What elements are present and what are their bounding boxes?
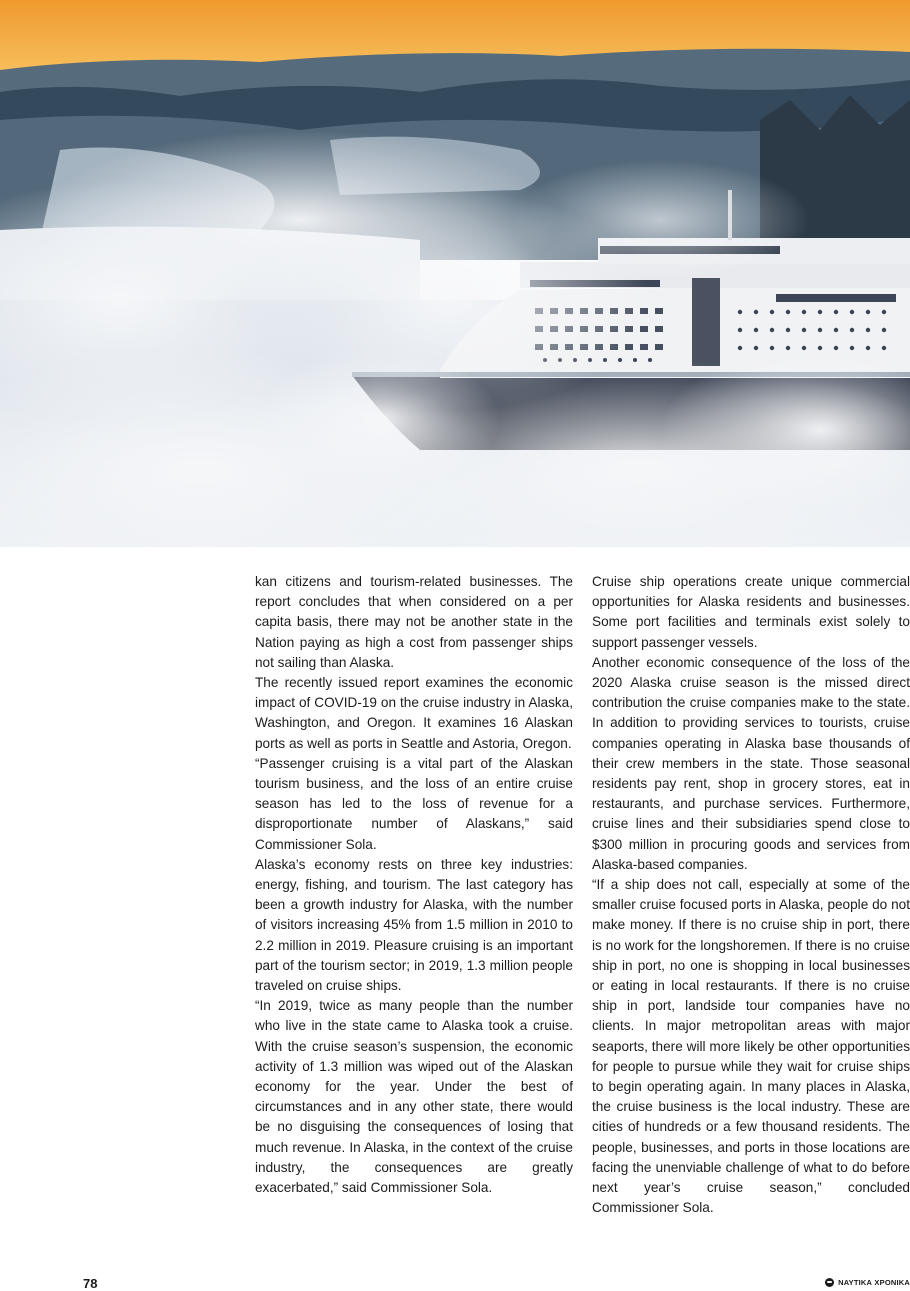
publication-name: ΝΑΥΤΙΚΑ ΧΡΟΝΙΚΑ — [838, 1278, 910, 1287]
page-number: 78 — [83, 1276, 98, 1291]
article-paragraph: Alaska’s economy rests on three key industries: energy, fishing, and tourism. The last category has been a growth industry for Alaska, with the number of visitors increasing 45% from 1.5 million in 2010 to 2.2 million in 2019. Pleasure cruising is an important part of the tourism sector; in 2019, 1.3 million people traveled on cruise ships. — [255, 856, 573, 994]
article-paragraph: “In 2019, twice as many people than the number who live in the state came to Alaska took a cruise. With the cruise season’s suspension, the economic activity of 1.3 million was wiped out of the Alaskan economy for the year. Under the best of circumstances and in any other state, there would be no disguising the consequences of losing that much revenue. In Alaska, in the context of the cruise industry, the consequences are greatly exacerbated,” said Commissioner Sola. — [255, 998, 573, 1196]
article-paragraph: kan citizens and tourism-related businesses. The report concludes that when considered on a per capita basis, there may not be another state in the Nation paying as high a cost from passenger ships not sailing than Alaska. — [255, 574, 573, 670]
article-paragraph: The recently issued report examines the economic impact of COVID-19 on the cruise industry in Alaska, Washington, and Oregon. It examines 16 Alaskan ports as well as ports in Seattle and Astoria, Oregon. — [255, 675, 573, 751]
article-paragraph: Cruise ship operations create unique commercial opportunities for Alaska residents and businesses. Some port facilities and terminals exist solely to support passenger vessels. — [592, 574, 910, 650]
article-column-left — [255, 572, 573, 1198]
ship-logo-icon — [825, 1278, 834, 1287]
hero-photo-cruise-ship-in-arctic-fog — [0, 0, 910, 547]
publication-brand — [825, 1278, 910, 1287]
article-paragraph: “If a ship does not call, especially at some of the smaller cruise focused ports in Alaska, people do not make money. If there is no cruise ship in port, there is no work for the longshoremen. If there is no cruise ship in port, no one is shopping in local businesses or eating in local restaurants. If there is no cruise ship in port, landside tour companies have no clients. In major metropolitan areas with major seaports, there will more likely be other opportunities for people to pursue while they wait for cruise ships to begin operating again. In many places in Alaska, the cruise business is the local industry. These are cities of hundreds or a few thousand residents. The people, businesses, and ports in those locations are facing the unenviable challenge of what to do before next year’s cruise season,” concluded Commissioner Sola. — [592, 877, 910, 1216]
article-column-right — [592, 572, 910, 1219]
article-paragraph: Another economic consequence of the loss of the 2020 Alaska cruise season is the missed direct contribution the cruise companies make to the state. In addition to providing services to tourists, cruise companies operating in Alaska base thousands of their crew members in the state. Those seasonal residents pay rent, shop in grocery stores, eat in restaurants, and purchase services. Furthermore, cruise lines and their subsidiaries spend close to $300 million in procuring goods and services from Alaska-based companies. — [592, 654, 910, 872]
hero-illustration — [0, 0, 910, 547]
article-paragraph: “Passenger cruising is a vital part of the Alaskan tourism business, and the loss of an entire cruise season has led to the loss of revenue for a disproportionate number of Alaskans,” said Commissioner Sola. — [255, 755, 573, 852]
